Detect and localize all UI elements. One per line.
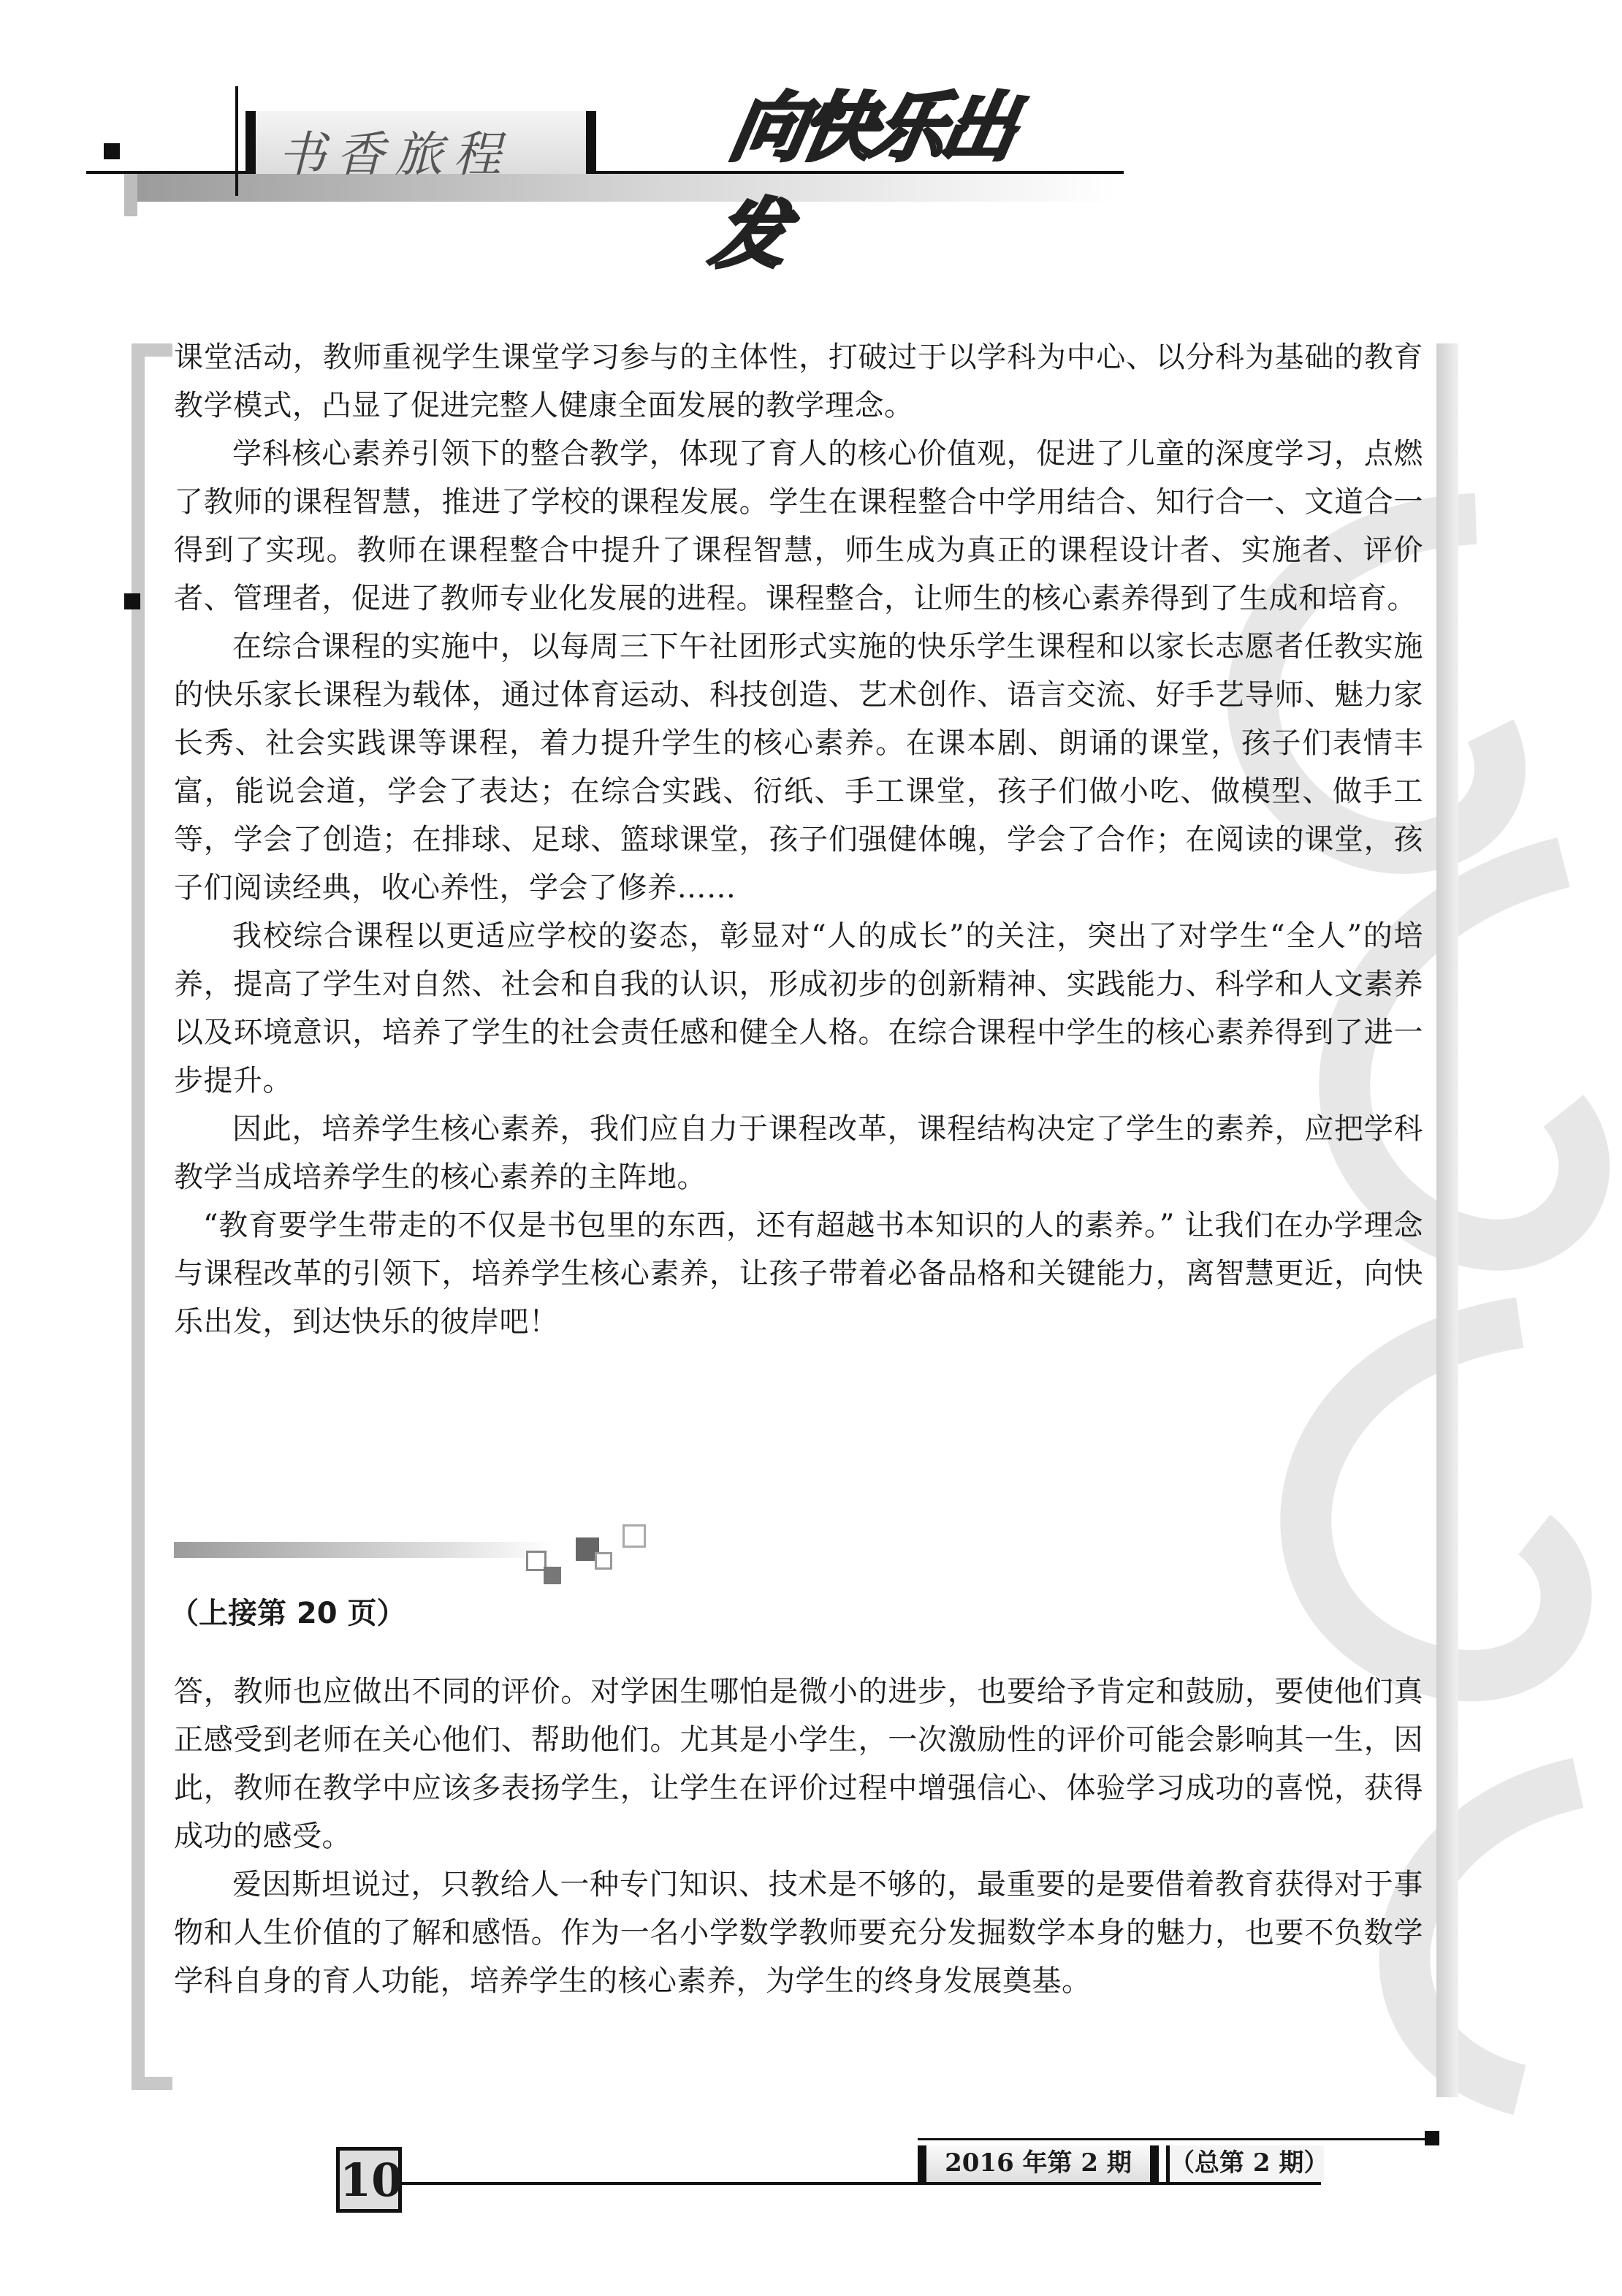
divider-square-icon	[595, 1552, 612, 1570]
section-title: 书香旅程	[278, 126, 511, 183]
issue-label: 2016 年第 2 期	[918, 2145, 1159, 2182]
continued-label: （上接第 20 页）	[170, 1597, 406, 1630]
article-body	[174, 333, 1423, 1346]
magazine-logo	[705, 57, 1059, 278]
section-tab	[245, 111, 596, 183]
logo-text: 向快乐出发	[705, 85, 1020, 278]
right-rail	[1436, 343, 1458, 2097]
continued-body	[174, 1668, 1423, 2005]
page-number: 10	[336, 2147, 402, 2213]
footer-top-rule	[918, 2138, 1429, 2140]
left-rail-square-marker	[124, 593, 140, 609]
article-paragraph-3: 在综合课程的实施中，以每周三下午社团形式实施的快乐学生课程和以家长志愿者任教实施的快乐家长课程为载体，通过体育运动、科技创造、艺术创作、语言交流、好手艺导师、魅力家长秀、社会实践课等课程，着力提升学生的核心素养。在课本剧、朗诵的课堂，孩子们表情丰富，能说会道，学会了表达；在综合实践、衍纸、手工课堂，孩子们做小吃、做模型、做手工等，学会了创造；在排球、足球、篮球课堂，孩子们强健体魄，学会了合作；在阅读的课堂，孩子们阅读经典，收心养性，学会了修养……	[174, 630, 1423, 905]
footer-rule	[400, 2182, 1321, 2185]
left-rail-bottom-cap	[132, 2077, 172, 2090]
left-rail-top-cap	[132, 343, 172, 357]
total-issue-label: （总第 2 期）	[1166, 2145, 1324, 2182]
header-corner-bar	[124, 172, 137, 216]
footer-square-marker	[1425, 2131, 1439, 2145]
continued-paragraph-1: 答，教师也应做出不同的评价。对学困生哪怕是微小的进步，也要给予肯定和鼓励，要使他们真正感受到老师在关心他们、帮助他们。尤其是小学生，一次激励性的评价可能会影响其一生，因此，教师在教学中应该多表扬学生，让学生在评价过程中增强信心、体验学习成功的喜悦，获得成功的感受。	[174, 1675, 1423, 1853]
article-paragraph-1: 课堂活动，教师重视学生课堂学习参与的主体性，打破过于以学科为中心、以分科为基础的教育教学模式，凸显了促进完整人健康全面发展的教学理念。	[174, 341, 1423, 422]
header-vertical-rule	[235, 86, 238, 196]
continued-paragraph-2: 爱因斯坦说过，只教给人一种专门知识、技术是不够的，最重要的是要借着教育获得对于事物和人生价值的了解和感悟。作为一名小学数学教师要充分发掘数学本身的魅力，也要不负数学学科自身的育人功能，培养学生的核心素养，为学生的终身发展奠基。	[174, 1868, 1423, 1998]
article-paragraph-2: 学科核心素养引领下的整合教学，体现了育人的核心价值观，促进了儿童的深度学习，点燃了教师的课程智慧，推进了学校的课程发展。学生在课程整合中学用结合、知行合一、文道合一得到了实现。教师在课程整合中提升了课程智慧，师生成为真正的课程设计者、实施者、评价者、管理者，促进了教师专业化发展的进程。课程整合，让师生的核心素养得到了生成和培育。	[174, 437, 1423, 615]
article-paragraph-4: 我校综合课程以更适应学校的姿态，彰显对“人的成长”的关注，突出了对学生“全人”的培养，提高了学生对自然、社会和自我的认识，形成初步的创新精神、实践能力、科学和人文素养以及环境意识，培养了学生的社会责任感和健全人格。在综合课程中学生的核心素养得到了进一步提升。	[174, 919, 1423, 1098]
article-paragraph-5: 因此，培养学生核心素养，我们应自力于课程改革，课程结构决定了学生的素养，应把学科教学当成培养学生的核心素养的主阵地。	[174, 1112, 1423, 1194]
section-divider-bar	[174, 1542, 554, 1558]
divider-square-icon	[622, 1524, 646, 1548]
header-square-marker	[104, 143, 120, 159]
article-paragraph-6: “教育要学生带走的不仅是书包里的东西，还有超越书本知识的人的素养。” 让我们在办学理念与课程改革的引领下，培养学生核心素养，让孩子带着必备品格和关键能力，离智慧更近，向快乐出发，到达快乐的彼岸吧！	[174, 1209, 1423, 1339]
divider-square-icon	[544, 1567, 561, 1584]
